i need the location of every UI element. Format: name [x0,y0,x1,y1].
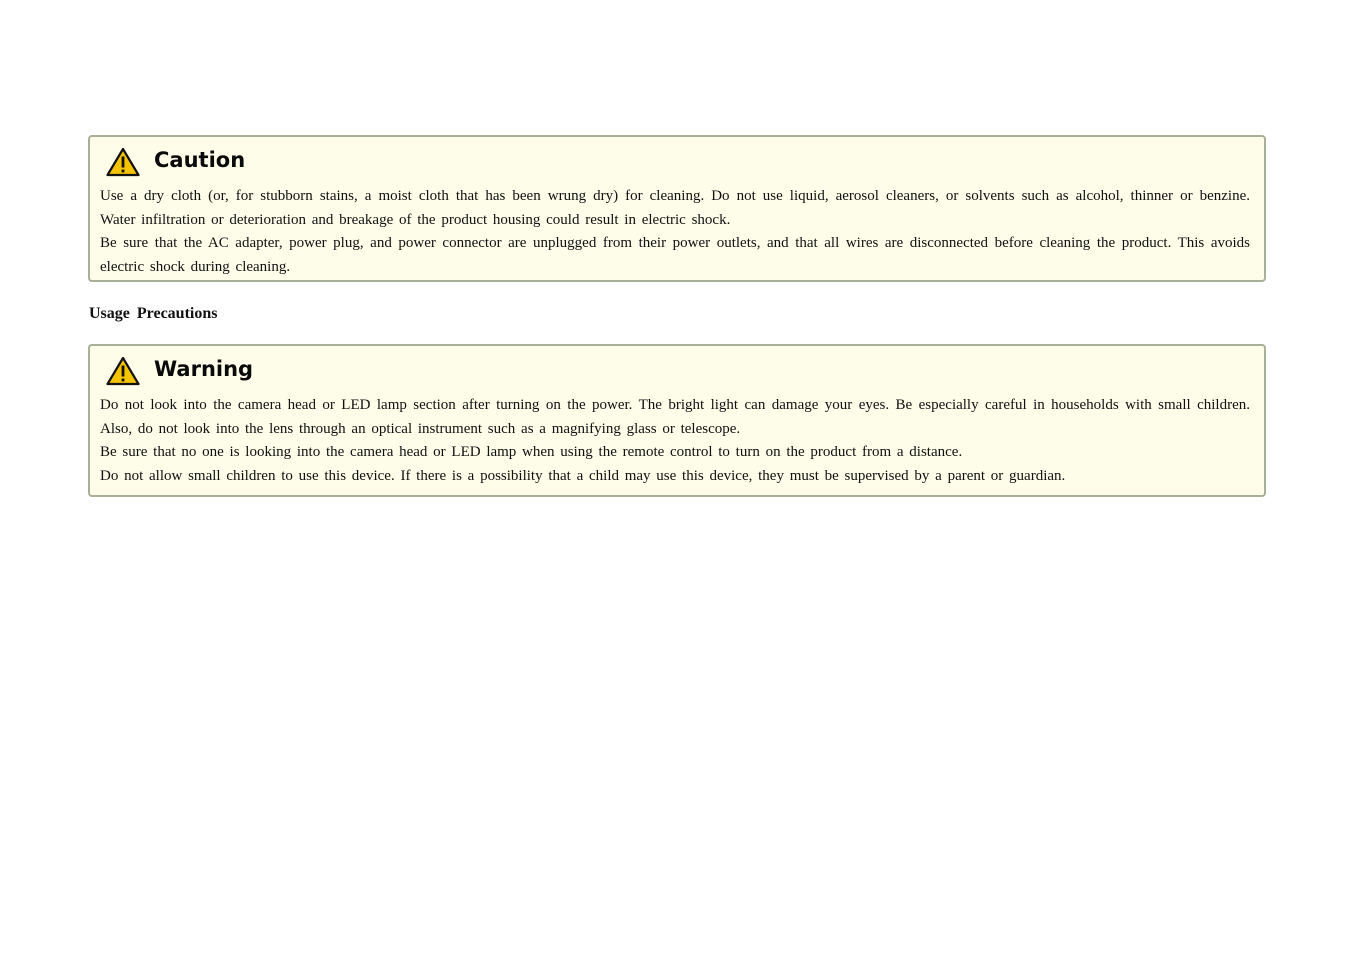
warning-triangle-icon [106,147,140,177]
warning-header [100,352,1250,390]
caution-paragraph: Use a dry cloth (or, for stubborn stains, a moist cloth that has been wrung dry) for cleaning. Do not use liquid, aerosol cleaners, or solvents such as alcohol, thinner or benzine. Water infiltration or deterioration and breakage of the product housing could result in electric shock. [100,188,1250,228]
caution-header [100,143,1250,181]
caution-body [100,185,1250,279]
caution-paragraph: Be sure that the AC adapter, power plug, and power connector are unplugged from their power outlets, and that all wires are disconnected before cleaning the product. This avoids electric shock during cleaning. [100,235,1250,275]
caution-title: Caution [154,148,246,172]
caution-box [88,135,1266,282]
warning-body [100,394,1250,488]
warning-title: Warning [154,357,254,381]
warning-paragraph: Do not look into the camera head or LED lamp section after turning on the power. The bright light can damage your eyes. Be especially careful in households with small children. Also, do not look into the lens through an optical instrument such as a magnifying glass or telescope. [100,397,1250,437]
warning-paragraph: Be sure that no one is looking into the camera head or LED lamp when using the remote control to turn on the product from a distance. [100,444,963,460]
warning-paragraph: Do not allow small children to use this device. If there is a possibility that a child may use this device, they must be supervised by a parent or guardian. [100,467,1066,484]
warning-box [88,344,1266,497]
section-heading: Usage Precautions [89,305,218,322]
warning-triangle-icon [106,356,140,386]
